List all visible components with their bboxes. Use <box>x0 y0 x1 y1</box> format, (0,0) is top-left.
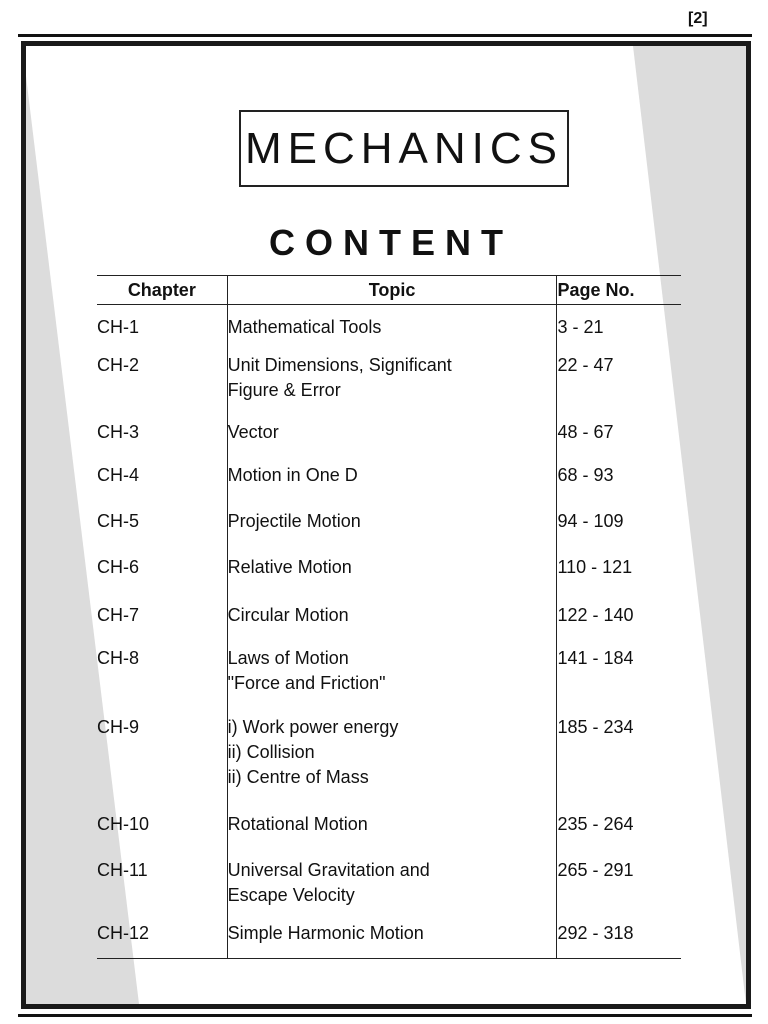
topic-cell <box>227 305 557 353</box>
table-row <box>97 603 681 646</box>
topic-line: Laws of Motion <box>227 647 349 668</box>
table-row <box>97 420 681 463</box>
chapter-cell: CH-4 <box>97 464 140 485</box>
topic-cell <box>227 420 557 463</box>
pages-cell: 94 - 109 <box>557 510 624 531</box>
topic-line: Simple Harmonic Motion <box>227 922 424 943</box>
table-row <box>97 305 681 353</box>
topic-cell <box>227 812 557 858</box>
pages-cell: 68 - 93 <box>557 464 614 485</box>
pages-cell: 122 - 140 <box>557 604 634 625</box>
table-row <box>97 921 681 959</box>
pages-cell: 265 - 291 <box>557 859 634 880</box>
chapter-cell: CH-7 <box>97 604 140 625</box>
table-row <box>97 509 681 555</box>
topic-line: Unit Dimensions, Significant <box>227 354 452 375</box>
table-row <box>97 353 681 420</box>
header-chapter: Chapter <box>97 276 227 305</box>
topic-line: Rotational Motion <box>227 813 368 834</box>
top-rule <box>18 34 752 37</box>
chapter-cell: CH-5 <box>97 510 140 531</box>
chapter-cell: CH-6 <box>97 556 140 577</box>
topic-cell <box>227 509 557 555</box>
subject-title: MECHANICS <box>239 110 569 187</box>
pages-cell: 110 - 121 <box>557 556 633 577</box>
chapter-cell: CH-9 <box>97 716 140 737</box>
table-row <box>97 646 681 715</box>
topic-cell <box>227 555 557 603</box>
chapter-cell: CH-2 <box>97 354 140 375</box>
chapter-cell: CH-12 <box>97 921 227 959</box>
content-heading: CONTENT <box>269 222 513 263</box>
chapter-cell: CH-11 <box>97 859 148 880</box>
pages-cell: 3 - 21 <box>557 317 604 337</box>
topic-line: Projectile Motion <box>227 510 361 531</box>
table-row <box>97 555 681 603</box>
header-topic: Topic <box>227 276 557 305</box>
topic-line: i) Work power energy <box>227 716 399 737</box>
topic-line: Circular Motion <box>227 604 349 625</box>
table-header-row <box>97 276 681 305</box>
chapter-cell: CH-10 <box>97 813 150 834</box>
pages-cell: 292 - 318 <box>557 921 681 959</box>
pages-cell: 22 - 47 <box>557 354 614 375</box>
table-row <box>97 858 681 921</box>
pages-cell: 185 - 234 <box>557 716 634 737</box>
topic-line: "Force and Friction" <box>227 672 386 693</box>
topic-line: ii) Collision <box>227 741 315 762</box>
contents-table <box>97 275 681 959</box>
topic-cell <box>227 603 557 646</box>
topic-line: Mathematical Tools <box>227 317 382 337</box>
topic-line: Figure & Error <box>227 379 341 400</box>
topic-line: Relative Motion <box>227 556 352 577</box>
bottom-rule <box>18 1014 752 1017</box>
pages-cell: 48 - 67 <box>557 421 614 442</box>
topic-line: Escape Velocity <box>227 884 355 905</box>
table-row <box>97 463 681 509</box>
topic-cell <box>227 858 557 921</box>
table-row <box>97 812 681 858</box>
chapter-cell: CH-8 <box>97 647 140 668</box>
chapter-cell: CH-1 <box>97 317 140 337</box>
topic-cell <box>227 646 557 715</box>
topic-cell <box>227 715 557 812</box>
topic-line: Motion in One D <box>227 464 358 485</box>
topic-line: Vector <box>227 421 279 442</box>
chapter-cell: CH-3 <box>97 421 140 442</box>
pages-cell: 141 - 184 <box>557 647 634 668</box>
topic-cell <box>227 463 557 509</box>
topic-line: ii) Centre of Mass <box>227 766 369 787</box>
topic-cell <box>227 353 557 420</box>
page-number: [2] <box>688 10 708 27</box>
page-frame <box>21 41 751 1009</box>
topic-line: Universal Gravitation and <box>227 859 430 880</box>
header-page-no: Page No. <box>557 276 681 305</box>
pages-cell: 235 - 264 <box>557 813 634 834</box>
topic-cell <box>227 921 557 959</box>
table-row <box>97 715 681 812</box>
